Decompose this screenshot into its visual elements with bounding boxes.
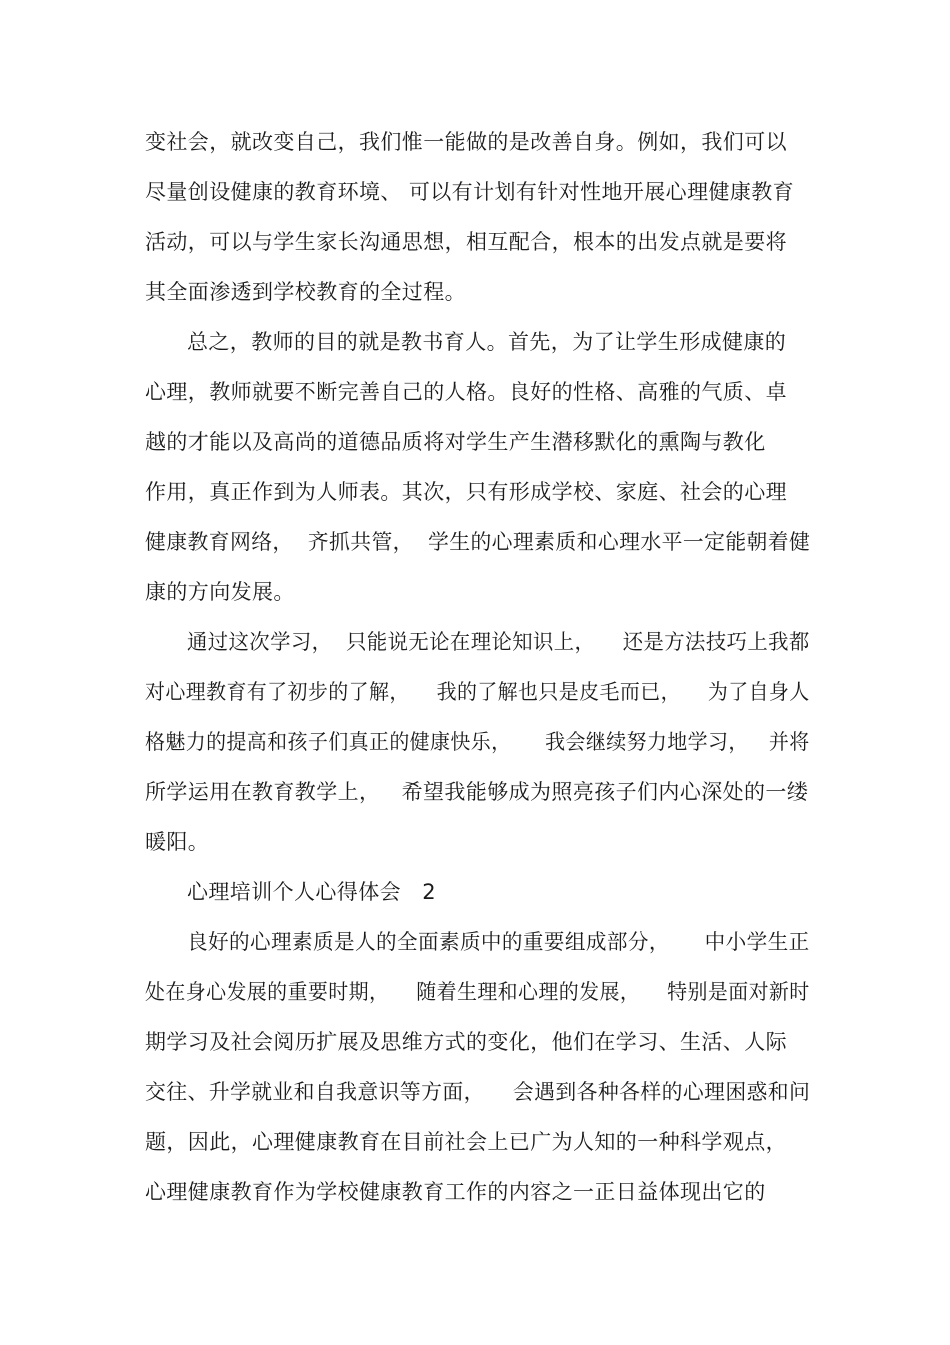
text-line: 活动，可以与学生家长沟通思想，相互配合，根本的出发点就是要将 [145,230,787,254]
text-line: 健康教育网络， 齐抓共管， 学生的心理素质和心理水平一定能朝着健 [145,530,811,554]
text-line: 变社会，就改变自己，我们惟一能做的是改善自身。例如，我们可以 [145,130,787,154]
text-line: 越的才能以及高尚的道德品质将对学生产生潜移默化的熏陶与教化 [145,430,766,454]
paragraph-first-line: 总之，教师的目的就是教书育人。首先，为了让学生形成健康的 [187,330,787,354]
text-line: 心理健康教育作为学校健康教育工作的内容之一正日益体现出它的 [145,1180,766,1204]
text-line: 尽量创设健康的教育环境、 可以有计划有针对性地开展心理健康教育 [145,180,795,204]
text-line: 交往、升学就业和自我意识等方面， 会遇到各种各样的心理困惑和问 [145,1080,811,1104]
section-heading: 心理培训个人心得体会 2 [187,880,436,904]
text-line: 康的方向发展。 [145,580,295,604]
paragraph-first-line: 通过这次学习， 只能说无论在理论知识上， 还是方法技巧上我都 [187,630,810,654]
text-line: 其全面渗透到学校教育的全过程。 [145,280,466,304]
text-line: 心理，教师就要不断完善自己的人格。良好的性格、高雅的气质、卓 [145,380,787,404]
text-line: 所学运用在教育教学上， 希望我能够成为照亮孩子们内心深处的一缕 [145,780,809,804]
text-line: 期学习及社会阅历扩展及思维方式的变化，他们在学习、生活、人际 [145,1030,787,1054]
paragraph-first-line: 良好的心理素质是人的全面素质中的重要组成部分， 中小学生正 [187,930,810,954]
text-line: 处在身心发展的重要时期， 随着生理和心理的发展， 特别是面对新时 [145,980,810,1004]
text-line: 作用，真正作到为人师表。其次，只有形成学校、家庭、社会的心理 [145,480,787,504]
text-line: 题，因此，心理健康教育在目前社会上已广为人知的一种科学观点， [145,1130,787,1154]
text-line: 对心理教育有了初步的了解， 我的了解也只是皮毛而已， 为了自身人 [145,680,810,704]
text-line: 格魅力的提高和孩子们真正的健康快乐， 我会继续努力地学习， 并将 [145,730,810,754]
text-line: 暖阳。 [145,830,210,854]
